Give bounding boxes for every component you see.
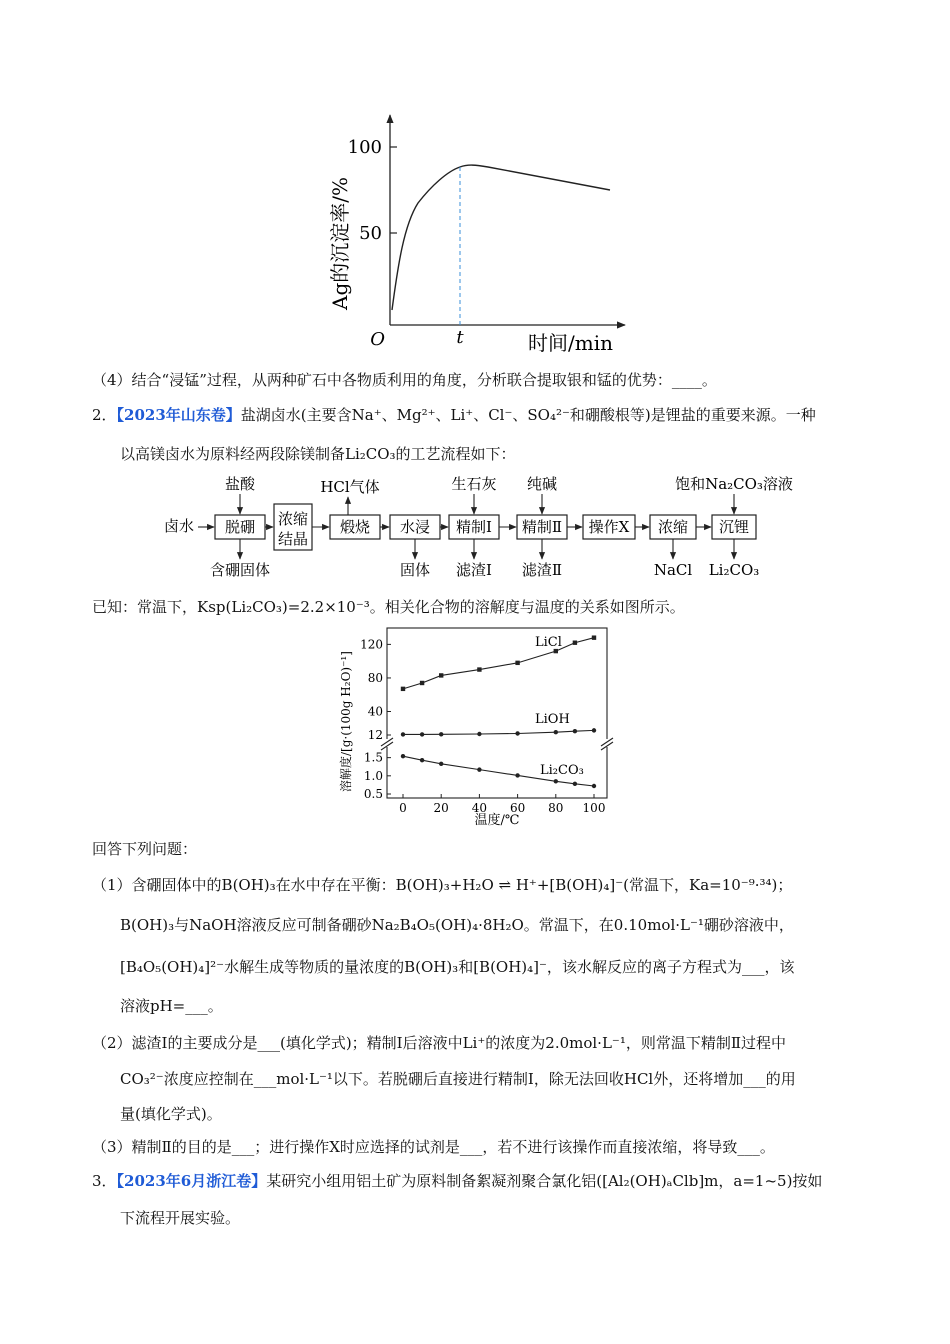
y-axis-label: Ag的沉淀率/% xyxy=(328,177,352,310)
point-licl-1 xyxy=(420,681,424,685)
point-lioh-2 xyxy=(439,732,443,736)
point-li2co3-5 xyxy=(554,779,558,783)
q1-line1: （1）含硼固体中的B(OH)₃在水中存在平衡：B(OH)₃+H₂O ⇌ H⁺+[B(OH)₄]⁻(常温下，Ka=10⁻⁹·³⁴)； xyxy=(92,876,793,894)
label-caozuo-x: 操作X xyxy=(588,518,630,536)
input-soda: 纯碱 xyxy=(526,475,558,493)
ag-curve xyxy=(392,165,610,310)
problem-3-text: 某研究小组用铝土矿为原料制备絮凝剂聚合氯化铝([Al₂(OH)ₐClb]m，a=1~5)按如 xyxy=(266,1172,823,1190)
output-nacl: NaCl xyxy=(653,561,693,579)
problem-2-line1 xyxy=(92,404,816,426)
problem-3-line2: 下流程开展实验。 xyxy=(120,1209,241,1227)
q1-line2: B(OH)₃与NaOH溶液反应可制备硼砂Na₂B₄O₅(OH)₄·8H₂O。常温下，在0.10mol·L⁻¹硼砂溶液中， xyxy=(120,916,794,934)
legend-licl: LiCl xyxy=(535,635,562,650)
solubility-chart xyxy=(335,622,620,832)
ytick-label-40: 40 xyxy=(367,704,383,719)
ytick-label-120: 120 xyxy=(360,637,383,652)
ytick-label-1.5: 1.5 xyxy=(363,750,383,765)
point-li2co3-6 xyxy=(573,782,577,786)
label-tuopeng: 脱硼 xyxy=(224,518,256,536)
t-label: t xyxy=(456,327,464,348)
output-residue-1: 滤渣Ⅰ xyxy=(456,561,492,579)
point-li2co3-0 xyxy=(401,754,405,758)
xtick-label-100: 100 xyxy=(582,801,606,815)
input-na2co3: 饱和Na₂CO₃溶液 xyxy=(675,475,793,493)
point-lioh-7 xyxy=(592,728,596,732)
point-licl-3 xyxy=(477,667,481,671)
ag-precipitation-chart xyxy=(320,105,640,360)
problem-2-number: 2． xyxy=(92,406,117,424)
point-licl-2 xyxy=(439,673,443,677)
point-lioh-1 xyxy=(420,732,424,736)
problem-2-line2: 以高镁卤水为原料经两段除镁制备Li₂CO₃的工艺流程如下： xyxy=(120,445,516,463)
answer-intro: 回答下列问题： xyxy=(92,840,198,858)
problem-2-text: 盐湖卤水(主要含Na⁺、Mg²⁺、Li⁺、Cl⁻、SO₄²⁻和硼酸根等)是锂盐的重要来源。一种 xyxy=(240,406,816,424)
known-condition: 已知：常温下，Ksp(Li₂CO₃)=2.2×10⁻³。相关化合物的溶解度与温度的关系如图所示。 xyxy=(92,598,685,616)
ytick-label-12: 12 xyxy=(367,728,383,742)
legend-li2co3: Li₂CO₃ xyxy=(540,763,584,778)
point-lioh-4 xyxy=(515,731,519,735)
label-shuijin: 水浸 xyxy=(399,518,431,536)
output-hcl-gas: HCl气体 xyxy=(320,478,380,496)
point-lioh-0 xyxy=(401,732,405,736)
point-lioh-5 xyxy=(554,730,558,734)
input-quicklime: 生石灰 xyxy=(451,475,497,493)
point-li2co3-4 xyxy=(515,773,519,777)
point-licl-7 xyxy=(592,635,596,639)
point-li2co3-2 xyxy=(439,762,443,766)
ytick-50: 50 xyxy=(359,223,382,244)
process-flow-diagram xyxy=(150,472,810,587)
point-licl-0 xyxy=(401,687,405,691)
flow-start: 卤水 xyxy=(164,517,195,535)
label-jiejing: 结晶 xyxy=(277,530,309,548)
series-line-1 xyxy=(403,730,594,734)
input-hcl-acid: 盐酸 xyxy=(224,475,256,493)
problem-2-tag: 【2023年山东卷】 xyxy=(116,406,241,424)
problem-3-number: 3． xyxy=(92,1172,117,1190)
x-axis-title: 温度/℃ xyxy=(474,813,520,828)
q2-line3: 量(填化学式)。 xyxy=(120,1105,222,1123)
label-chenli: 沉锂 xyxy=(718,518,750,536)
problem-3-tag: 【2023年6月浙江卷】 xyxy=(116,1172,267,1190)
ytick-100: 100 xyxy=(347,137,382,158)
y-axis-title: 溶解度/[g·(100g H₂O)⁻¹] xyxy=(339,651,353,792)
point-licl-4 xyxy=(515,661,519,665)
xtick-label-0: 0 xyxy=(399,801,407,815)
ytick-label-80: 80 xyxy=(367,670,383,685)
point-li2co3-3 xyxy=(477,767,481,771)
output-li2co3: Li₂CO₃ xyxy=(708,561,760,579)
output-boron-solid: 含硼固体 xyxy=(209,561,271,579)
label-nongsuo-1: 浓缩 xyxy=(277,510,309,528)
question-4: （4）结合“浸锰”过程，从两种矿石中各物质利用的角度，分析联合提取银和锰的优势：____。 xyxy=(92,371,717,389)
xtick-label-80: 80 xyxy=(548,801,564,815)
legend-lioh: LiOH xyxy=(535,712,570,727)
label-jingzhi1: 精制Ⅰ xyxy=(456,518,492,536)
point-li2co3-7 xyxy=(592,784,596,788)
point-lioh-3 xyxy=(477,732,481,736)
output-residue-2: 滤渣Ⅱ xyxy=(521,561,563,579)
problem-3-line1 xyxy=(92,1170,822,1192)
ytick-label-1.0: 1.0 xyxy=(363,768,383,783)
output-solid: 固体 xyxy=(399,561,431,579)
point-li2co3-1 xyxy=(420,758,424,762)
point-licl-6 xyxy=(573,641,577,645)
x-axis-label: 时间/min xyxy=(528,331,613,355)
label-jingzhi2: 精制Ⅱ xyxy=(521,518,563,536)
q2-line1: （2）滤渣Ⅰ的主要成分是___(填化学式)；精制Ⅰ后溶液中Li⁺的浓度为2.0mol·L⁻¹，则常温下精制Ⅱ过程中 xyxy=(92,1034,787,1052)
q3-line: （3）精制Ⅱ的目的是___；进行操作X时应选择的试剂是___，若不进行该操作而直接浓缩，将导致___。 xyxy=(92,1138,775,1156)
q1-line3: [B₄O₅(OH)₄]²⁻水解生成等物质的量浓度的B(OH)₃和[B(OH)₄]⁻，该水解反应的离子方程式为___，该 xyxy=(120,958,795,976)
origin-label: O xyxy=(370,329,385,350)
ytick-label-0.5: 0.5 xyxy=(363,787,383,801)
xtick-label-20: 20 xyxy=(433,801,449,815)
q1-line4: 溶液pH=___。 xyxy=(120,997,223,1015)
label-nongsuo-2: 浓缩 xyxy=(657,518,689,536)
series-line-0 xyxy=(403,638,594,689)
point-lioh-6 xyxy=(573,729,577,733)
xtick-label-40: 40 xyxy=(471,801,488,815)
q2-line2: CO₃²⁻浓度应控制在___mol·L⁻¹以下。若脱硼后直接进行精制Ⅰ，除无法回收HCl外，还将增加___的用 xyxy=(120,1070,796,1088)
xtick-label-60: 60 xyxy=(509,801,526,815)
label-duanshao: 煅烧 xyxy=(339,518,371,536)
